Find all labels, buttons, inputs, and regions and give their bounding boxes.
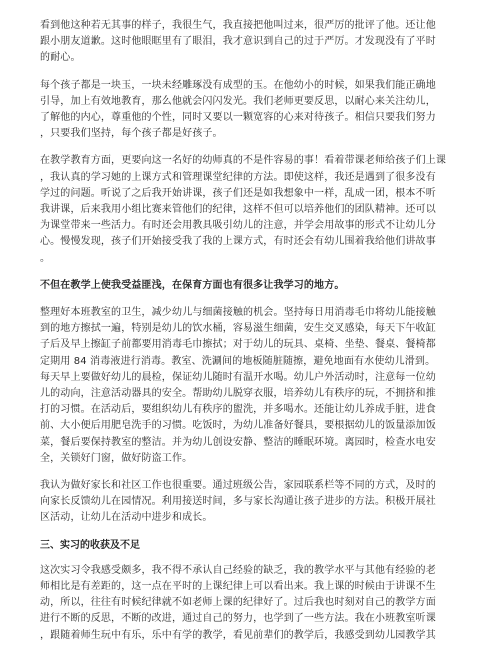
- text-line: 子后及早上擦缸子前都要用消毒毛巾擦拭；对于幼儿的玩具、桌椅、坐垫、餐桌、餐椅都: [40, 339, 436, 351]
- text-line: 这次实习令我感受颇多，我不得不承认自己经验的缺乏，我的教学水平与其他有经验的老: [40, 564, 436, 576]
- text-line: 前、大小便后用肥皂洗手的习惯。吃饭时，为幼儿准备好餐具，要根据幼儿的饭量添加饭: [40, 420, 436, 432]
- paragraph-5: [40, 305, 462, 467]
- text-line: 动，所以，往往有时候纪律就不如老师上课的纪律好了。过后我也时刻对自己的教学方面: [40, 597, 436, 609]
- text-line: 的耐心。: [40, 52, 81, 64]
- text-line: 不但在教学上使我受益匪浅，在保育方面也有很多让我学习的地方。: [40, 279, 345, 291]
- paragraph-4: [40, 278, 462, 294]
- text-line: ，跟随着师生玩中有乐，乐中有学的教学，看见前辈们的教学后，我感受到幼儿园教学其: [40, 629, 436, 641]
- text-line: 定期用 84 消毒液进行消毒。教室、洗涮间的地板随脏随擦，避免地面有水使幼儿滑到。: [40, 355, 436, 367]
- text-line: 跟小朋友道歉。这时他眼眶里有了眼泪，我才意识到自己的过于严厉。才发现没有了平时: [40, 36, 436, 48]
- text-line: 了解他的内心，尊重他的个性，同时又要以一颗宽容的心来对待孩子。相信只要我们努力: [40, 112, 436, 124]
- text-line: ，我认真的学习她的上课方式和管理课堂纪律的方法。即使这样，我还是遇到了很多没有: [40, 171, 436, 183]
- text-line: 。: [40, 252, 51, 264]
- text-line: 整理好本班教室的卫生，减少幼儿与细菌接触的机会。坚持每日用消毒毛巾将幼儿能接触: [40, 307, 436, 319]
- text-line: 师相比是有差距的，这一点在平时的上课纪律上可以看出来。我上课的时候由于讲课不生: [40, 580, 436, 592]
- text-line: 向家长反馈幼儿在园情况。利用接送时间，多与家长沟通让孩子进步的方法。积极开展社: [40, 496, 436, 508]
- text-line: 为课堂带来一些活力。有时还会用教具吸引幼儿的注意，并学会用故事的形式不让幼儿分: [40, 220, 436, 232]
- text-line: 菜，餐后要保持教室的整洁。并为幼儿创设安静、整洁的睡眠环境。离园时，检查水电安: [40, 436, 436, 448]
- text-line: 进行不断的反思，不断的改进，通过自己的努力，也学到了一些方法。我在小班教室听课: [40, 613, 436, 625]
- paragraph-7: [40, 563, 462, 644]
- section-heading: 三、实习的收获及不足: [40, 539, 140, 551]
- text-line: 每个孩子都是一块玉，一块未经雕琢没有成型的玉。在他幼小的时候，如果我们能正确地: [40, 79, 436, 91]
- text-line: 区活动，让幼儿在活动中进步和成长。: [40, 512, 213, 524]
- text-line: 看到他这种若无其事的样子，我很生气，我直接把他叫过来，很严厉的批评了他。还让他: [40, 20, 436, 31]
- paragraph-6: [40, 478, 462, 527]
- paragraph-1: [40, 18, 462, 67]
- text-line: 全，关锁好门窗，做好防盗工作。: [40, 452, 193, 464]
- text-line: 到的地方擦拭一遍，特别是幼儿的饮水桶，容易滋生细菌，安生交叉感染，每天下午收缸: [40, 323, 436, 335]
- text-line: 心。慢慢发现，孩子们开始接受我了我的上课方式，有时还会有幼儿围着我给他们讲故事: [40, 236, 436, 248]
- text-line: 在教学教育方面，更要向这一名好的幼师真的不是件容易的事！看着带课老师给孩子们上课: [40, 155, 446, 167]
- text-line: 儿的动向，注意活动器具的安全。帮助幼儿脱穿衣服，培养幼儿有秩序的玩，不拥挤和推: [40, 388, 436, 400]
- text-line: 我认为做好家长和社区工作也很重要。通过班级公告，家园联系栏等不同的方式，及时的: [40, 480, 436, 492]
- text-line: 引导，加上有效地教育，那么他就会闪闪发光。我们老师更要反思，以耐心来关注幼儿，: [40, 95, 436, 107]
- text-line: 我讲课，后来我用小组比赛来管他们的纪律，这样不但可以培养他们的团队精神。还可以: [40, 204, 436, 216]
- paragraph-2: [40, 78, 462, 143]
- text-line: ，只要我们坚持，每个孩子都是好孩子。: [40, 128, 223, 140]
- paragraph-3: [40, 153, 462, 266]
- text-line: 学过的问题。听说了之后我开始讲课，孩子们还是如我想象中一样，乱成一团，根本不听: [40, 187, 436, 199]
- text-line: 每天早上要做好幼儿的晨检，保证幼儿随时有温开水喝。幼儿户外活动时，注意每一位幼: [40, 371, 436, 383]
- text-line: 打的习惯。在活动后，要组织幼儿有秩序的盥洗，并多喝水。还能让幼儿养成手脏，进食: [40, 404, 436, 416]
